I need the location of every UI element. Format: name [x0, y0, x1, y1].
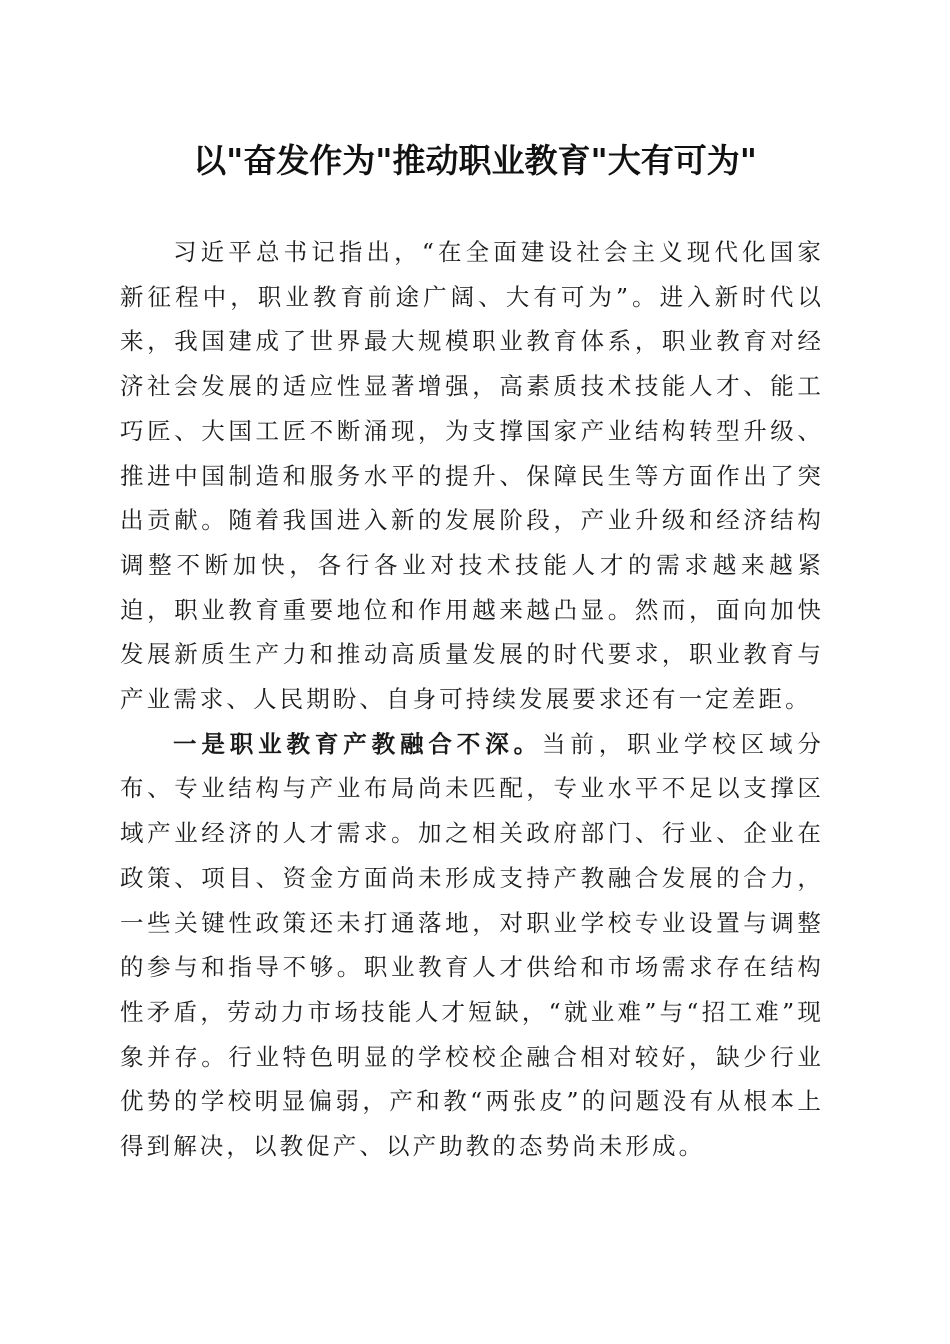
paragraph-point-one	[120, 722, 824, 1169]
paragraph-text: 习近平总书记指出，“在全面建设社会主义现代化国家新征程中，职业教育前途广阔、大有可为”。进入新时代以来，我国建成了世界最大规模职业教育体系，职业教育对经济社会发展的适应性显著增强，高素质技术技能人才、能工巧匠、大国工匠不断涌现，为支撑国家产业结构转型升级、推进中国制造和服务水平的提升、保障民生等方面作出了突出贡献。随着我国进入新的发展阶段，产业升级和经济结构调整不断加快，各行各业对技术技能人才的需求越来越紧迫，职业教育重要地位和作用越来越凸显。然而，面向加快发展新质生产力和推动高质量发展的时代要求，职业教育与产业需求、人民期盼、自身可持续发展要求还有一定差距。	[120, 238, 824, 714]
paragraph-intro	[120, 230, 824, 722]
document-title: 以"奋发作为"推动职业教育"大有可为"	[193, 141, 757, 180]
paragraph-lead: 一是职业教育产教融合不深。	[173, 729, 542, 758]
document-body	[120, 230, 824, 1169]
paragraph-text: 当前，职业学校区域分布、专业结构与产业布局尚未匹配，专业水平不足以支撑区域产业经济的人才需求。加之相关政府部门、行业、企业在政策、项目、资金方面尚未形成支持产教融合发展的合力，一些关键性政策还未打通落地，对职业学校专业设置与调整的参与和指导不够。职业教育人才供给和市场需求存在结构性矛盾，劳动力市场技能人才短缺，“就业难”与“招工难”现象并存。行业特色明显的学校校企融合相对较好，缺少行业优势的学校明显偏弱，产和教“两张皮”的问题没有从根本上得到解决，以教促产、以产助教的态势尚未形成。	[120, 729, 824, 1161]
